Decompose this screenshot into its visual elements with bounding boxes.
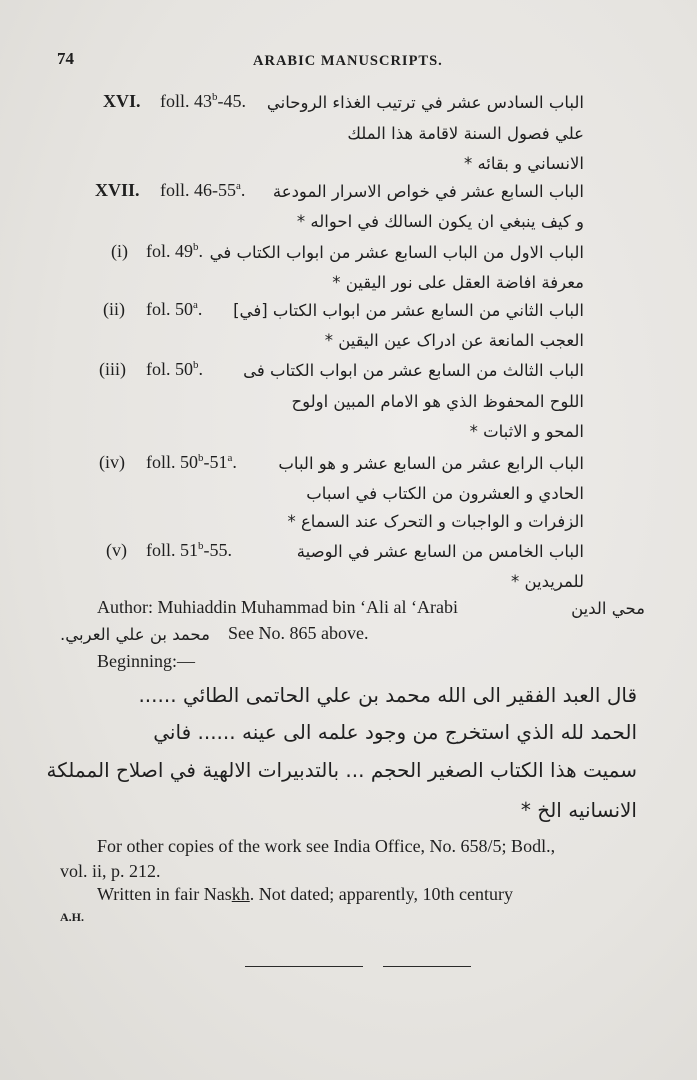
subsection-label-ii: (ii) [103, 299, 125, 319]
author-line: Author: Muhiaddin Muhammad bin ʻAli al ʻArabi [97, 597, 458, 617]
arabic-line: الانساني و بقائه * [463, 154, 584, 173]
other-copies-note-cont: vol. ii, p. 212. [60, 861, 161, 881]
beginning-line: الحمد لله الذي استخرج من وجود علمه الى عينه ...... فاني [153, 720, 637, 744]
arabic-line: الباب السابع عشر في خواص الاسرار المودعة [272, 182, 584, 201]
subsection-ref-iii: fol. 50$^b$. [146, 359, 203, 379]
arabic-line: الباب الخامس من السابع عشر في الوصية [296, 542, 584, 561]
subsection-ref-v: foll. 51$^b$-55. [146, 540, 232, 560]
arabic-line: الباب الثاني من السابع عشر من ابواب الكتاب [في] [233, 301, 584, 320]
page-number: 74 [57, 49, 74, 68]
section-ref-xvi: foll. 43$^b$-45. [160, 91, 246, 111]
arabic-line: الزفرات و الواجبات و التحرک عند السماع * [287, 512, 584, 531]
arabic-line: اللوح المحفوظ الذي هو الامام المبين اولوح [291, 392, 584, 411]
beginning-line: الانسانيه الخ * [520, 798, 637, 822]
subsection-label-iii: (iii) [99, 359, 126, 379]
arabic-line: معرفة افاضة العقل على نور اليقين * [332, 273, 584, 292]
running-title: ARABIC MANUSCRIPTS. [253, 53, 443, 69]
section-ref-xvii: foll. 46-55$^a$. [160, 180, 246, 200]
author-arabic-full: محمد بن علي العربي. [60, 625, 210, 644]
arabic-line: الحادي و العشرون من الكتاب في اسباب [306, 484, 584, 503]
section-label-xvii: XVII. [95, 180, 140, 200]
arabic-line: الباب الاول من الباب السابع عشر من ابواب الكتاب في [209, 243, 584, 262]
beginning-line: قال العبد الفقير الى الله محمد بن علي الحاتمی الطائي ...... [138, 683, 637, 707]
closing-rule-left [245, 966, 363, 967]
subsection-label-i: (i) [111, 241, 128, 261]
author-see-also: See No. 865 above. [228, 623, 369, 643]
arabic-line: الباب الرابع عشر من السابع عشر و هو الباب [278, 454, 584, 473]
era-abbrev: A.H. [60, 910, 84, 924]
beginning-line: سميت هذا الكتاب الصغير الحجم ... بالتدبيرات الالهية في اصلاح المملكة [46, 758, 637, 782]
subsection-ref-i: fol. 49$^b$. [146, 241, 203, 261]
subsection-ref-ii: fol. 50$^a$. [146, 299, 203, 319]
arabic-line: الباب الثالث من السابع عشر من ابواب الكتاب فی [243, 361, 584, 380]
section-label-xvi: XVI. [103, 91, 141, 111]
arabic-line: و كيف ينبغي ان يكون السالك في احواله * [296, 212, 584, 231]
subsection-ref-iv: foll. 50$^b$-51$^a$. [146, 452, 237, 472]
script-description: Written in fair Naskh. Not dated; apparently, 10th century [97, 884, 513, 904]
arabic-line: للمريدين * [510, 572, 584, 591]
arabic-line: الباب السادس عشر في ترتيب الغذاء الروحاني [266, 93, 584, 112]
beginning-label: Beginning:— [97, 651, 195, 671]
author-arabic-name: محي الدين [571, 599, 645, 618]
subsection-label-iv: (iv) [99, 452, 125, 472]
closing-rule-right [383, 966, 471, 967]
subsection-label-v: (v) [106, 540, 127, 560]
arabic-line: المحو و الاثبات * [469, 422, 584, 441]
other-copies-note: For other copies of the work see India Office, No. 658/5; Bodl., [97, 836, 556, 856]
arabic-line: العجب المانعة عن ادراک عين اليقين * [324, 331, 584, 350]
arabic-line: علي فصول السنة لاقامة هذا الملك [347, 124, 584, 143]
